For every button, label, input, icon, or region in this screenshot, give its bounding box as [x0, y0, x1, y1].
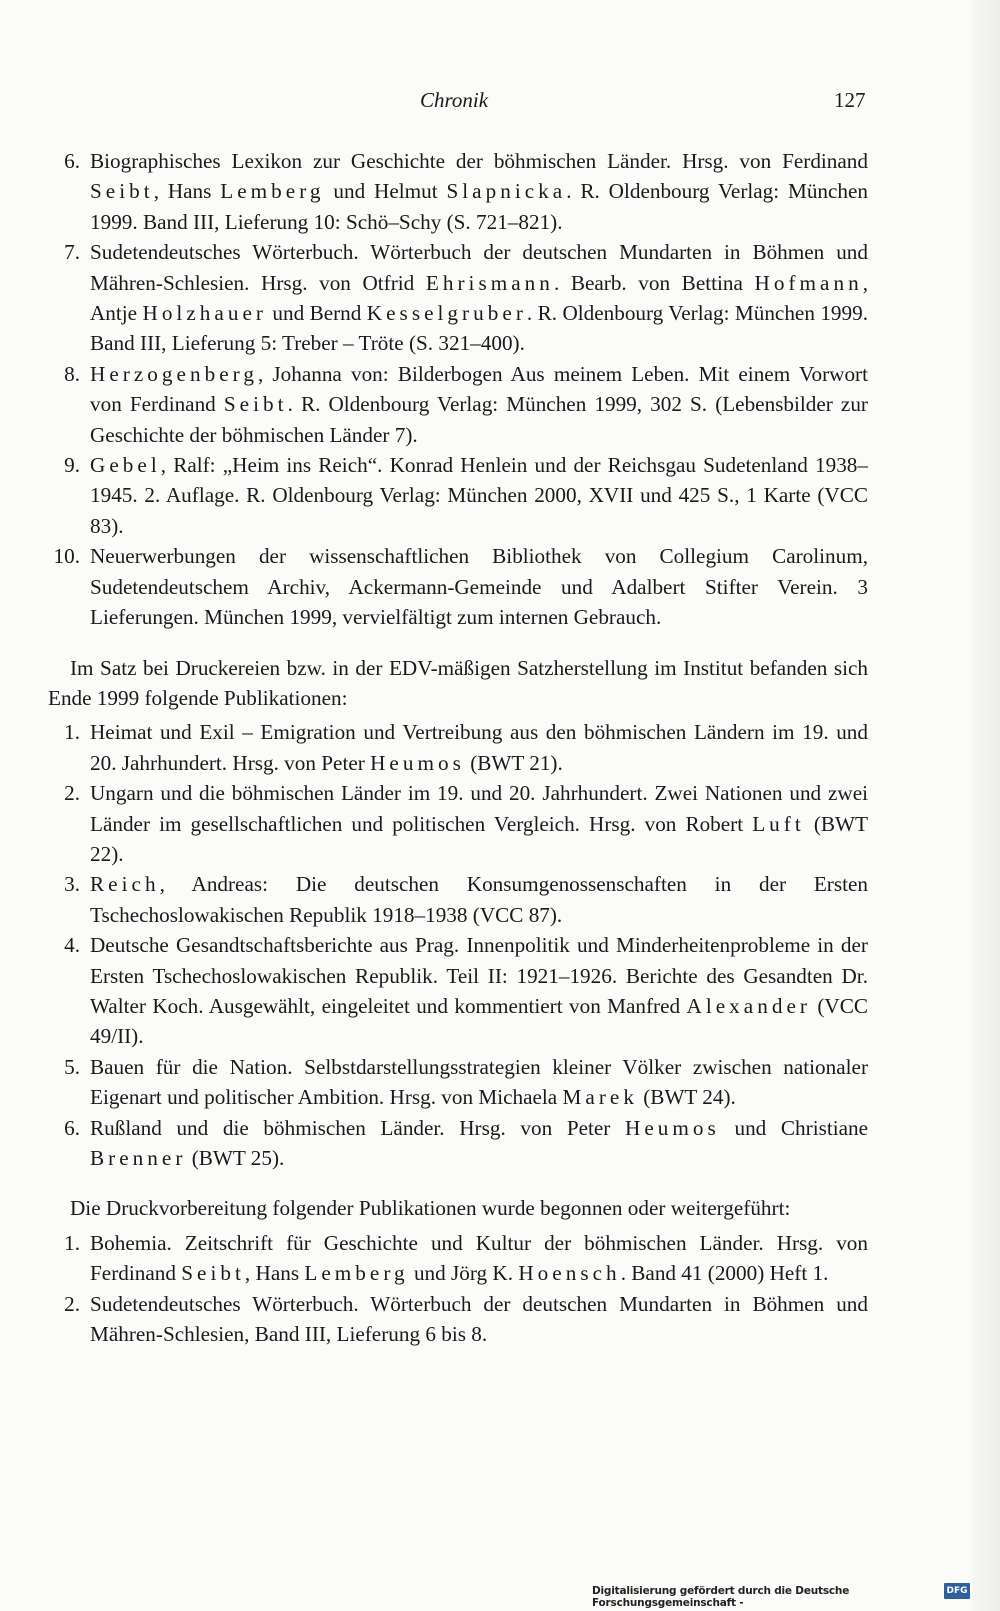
- item-text: und Jörg K.: [408, 1261, 519, 1286]
- list-item: [48, 237, 868, 359]
- spaced-name: Heumos: [625, 1115, 720, 1140]
- spaced-name: Seibt: [223, 392, 288, 417]
- item-text: Neuerwerbungen der wissenschaftlichen Bibliothek von Collegium Carolinum, Sudetendeutschem Archiv, Ackermann-Gemeinde und Adalbert Stifter Verein. 3 Lieferungen. München 1999, vervielfältigt zum internen Gebrauch.: [90, 544, 868, 630]
- spaced-name: Gebel: [90, 453, 161, 478]
- list-item: [48, 1228, 868, 1289]
- spaced-name: Seibt: [181, 1261, 245, 1286]
- spaced-name: Hofmann: [754, 270, 863, 295]
- item-number: 6.: [64, 149, 80, 173]
- item-number: 6.: [64, 1115, 80, 1140]
- page-number: 127: [834, 88, 866, 112]
- item-text: und Bernd: [266, 301, 367, 326]
- dfg-logo: DFG: [944, 1583, 970, 1599]
- spaced-name: Heumos: [370, 750, 465, 775]
- item-number: 1.: [64, 1230, 80, 1255]
- spaced-name: Ehrismann: [425, 270, 554, 295]
- spaced-name: Brenner: [90, 1146, 187, 1170]
- spaced-name: Hoensch: [518, 1261, 621, 1286]
- item-text: Bauen für die Nation. Selbstdarstellungsstrategien kleiner Völker zwischen nationaler Eigenart und politischer Ambition. Hrsg. von Michaela: [90, 1054, 868, 1110]
- spaced-name: Holzhauer: [142, 301, 267, 326]
- item-text: Sudetendeutsches Wörterbuch. Wörterbuch der deutschen Mundarten in Böhmen und Mähren-Schlesien. Hrsg. von Otfrid: [90, 240, 868, 295]
- list-item: [48, 1289, 868, 1350]
- item-text: Sudetendeutsches Wörterbuch. Wörterbuch der deutschen Mundarten in Böhmen und Mähren-Schlesien, Band III, Lieferung 6 bis 8.: [90, 1291, 868, 1347]
- item-number: 3.: [64, 872, 80, 897]
- in-preparation-list: [48, 1228, 868, 1350]
- item-text: und Christiane: [719, 1115, 869, 1140]
- spaced-name: Marek: [562, 1085, 638, 1110]
- item-number: 10.: [53, 544, 80, 569]
- item-text: , Johanna von: Bilderbogen Aus meinem Leben. Mit einem Vorwort von Ferdinand: [90, 361, 868, 417]
- item-number: 2.: [64, 781, 80, 806]
- item-text: . Bearb. von Bettina: [553, 270, 755, 295]
- item-number: 4.: [64, 933, 80, 958]
- paragraph-in-production: Im Satz bei Druckereien bzw. in der EDV-mäßigen Satzherstellung im Institut befanden sich Ende 1999 folgende Publikationen:: [48, 655, 868, 710]
- list-item: [48, 1113, 868, 1174]
- list-item: [48, 359, 868, 450]
- item-text: , Hans: [153, 179, 221, 204]
- item-text: . R. Oldenbourg Verlag: München 1999. Band III, Lieferung 5: Treber – Tröte (S. 321–400).: [90, 301, 868, 356]
- item-text: , Andreas: Die deutschen Konsumgenossenschaften in der Ersten Tschechoslowakischen Republik 1918–1938 (VCC 87).: [90, 872, 868, 927]
- item-text: (BWT 22).: [90, 811, 868, 866]
- in-production-list: [48, 717, 868, 1173]
- spaced-name: Seibt: [90, 179, 154, 204]
- item-text: Heimat und Exil – Emigration und Vertreibung aus den böhmischen Ländern im 19. und 20. Jahrhundert. Hrsg. von Peter: [90, 720, 868, 775]
- list-item: [48, 717, 868, 778]
- list-item: [48, 1052, 868, 1113]
- item-number: 2.: [64, 1291, 80, 1316]
- list-item: [48, 778, 868, 869]
- item-text: und Helmut: [324, 179, 447, 204]
- spaced-name: Lemberg: [220, 179, 325, 204]
- list-item: [48, 541, 868, 632]
- spaced-name: Herzogenberg: [90, 361, 258, 386]
- spaced-name: Reich: [90, 872, 160, 897]
- item-number: 9.: [64, 453, 80, 478]
- spaced-name: Lemberg: [304, 1261, 409, 1286]
- item-text: Bohemia. Zeitschrift für Geschichte und Kultur der böhmischen Länder. Hrsg. von Ferdinand: [90, 1230, 868, 1286]
- spaced-name: Luft: [752, 811, 805, 836]
- spaced-name: Alexander: [686, 993, 811, 1018]
- list-item: [48, 450, 868, 541]
- item-text: , Hans: [244, 1261, 305, 1286]
- spaced-name: Slapnicka: [446, 179, 567, 204]
- item-text: , Antje: [90, 270, 868, 326]
- item-number: 5.: [64, 1054, 80, 1079]
- item-text: Rußland und die böhmischen Länder. Hrsg. von Peter: [90, 1115, 626, 1140]
- item-text: Deutsche Gesandtschaftsberichte aus Prag. Innenpolitik und Minderheitenprobleme in der Ersten Tschechoslowakischen Republik. Teil II: 1921–1926. Berichte des Gesandten Dr. Walter Koch. Ausgewählt, eingeleitet und kommentiert von Manfred: [90, 933, 868, 1018]
- item-number: 8.: [64, 361, 80, 386]
- item-text: . Band 41 (2000) Heft 1.: [620, 1261, 829, 1286]
- footer-credit: Digitalisierung gefördert durch die Deutsche Forschungsgemeinschaft -: [592, 1585, 850, 1609]
- item-text: (BWT 25).: [186, 1146, 285, 1170]
- running-title: Chronik: [420, 88, 489, 112]
- item-text: (BWT 24).: [637, 1085, 736, 1110]
- item-text: . R. Oldenbourg Verlag: München 1999, 302 S. (Lebensbilder zur Geschichte der böhmischen Länder 7).: [90, 392, 868, 447]
- digitization-footer: [592, 1581, 992, 1609]
- item-text: , Ralf: „Heim ins Reich“. Konrad Henlein und der Reichsgau Sudetenland 1938–1945. 2. Auflage. R. Oldenbourg Verlag: München 2000, XVII und 425 S., 1 Karte (VCC 83).: [90, 453, 868, 538]
- body-text: [48, 146, 868, 1349]
- page-header: [0, 88, 1000, 118]
- list-item: [48, 930, 868, 1052]
- list-item: [48, 146, 868, 237]
- item-number: 1.: [64, 720, 80, 745]
- spaced-name: Kesselgruber: [366, 301, 527, 326]
- item-text: Ungarn und die böhmischen Länder im 19. und 20. Jahrhundert. Zwei Nationen und zwei Länder im gesellschaftlichen und politischen Vergleich. Hrsg. von Robert: [90, 781, 868, 836]
- list-item: [48, 869, 868, 930]
- item-number: 7.: [64, 240, 80, 265]
- item-text: (VCC 49/II).: [90, 993, 868, 1049]
- paragraph-in-preparation: Die Druckvorbereitung folgender Publikationen wurde begonnen oder weitergeführt:: [70, 1196, 791, 1221]
- item-text: . R. Oldenbourg Verlag: München 1999. Band III, Lieferung 10: Schö–Schy (S. 721–821).: [90, 179, 869, 234]
- scan-edge: [972, 0, 1000, 1611]
- item-text: (BWT 21).: [464, 750, 563, 775]
- recent-publications-list: [48, 146, 868, 633]
- item-text: Biographisches Lexikon zur Geschichte der böhmischen Länder. Hrsg. von Ferdinand: [90, 149, 868, 173]
